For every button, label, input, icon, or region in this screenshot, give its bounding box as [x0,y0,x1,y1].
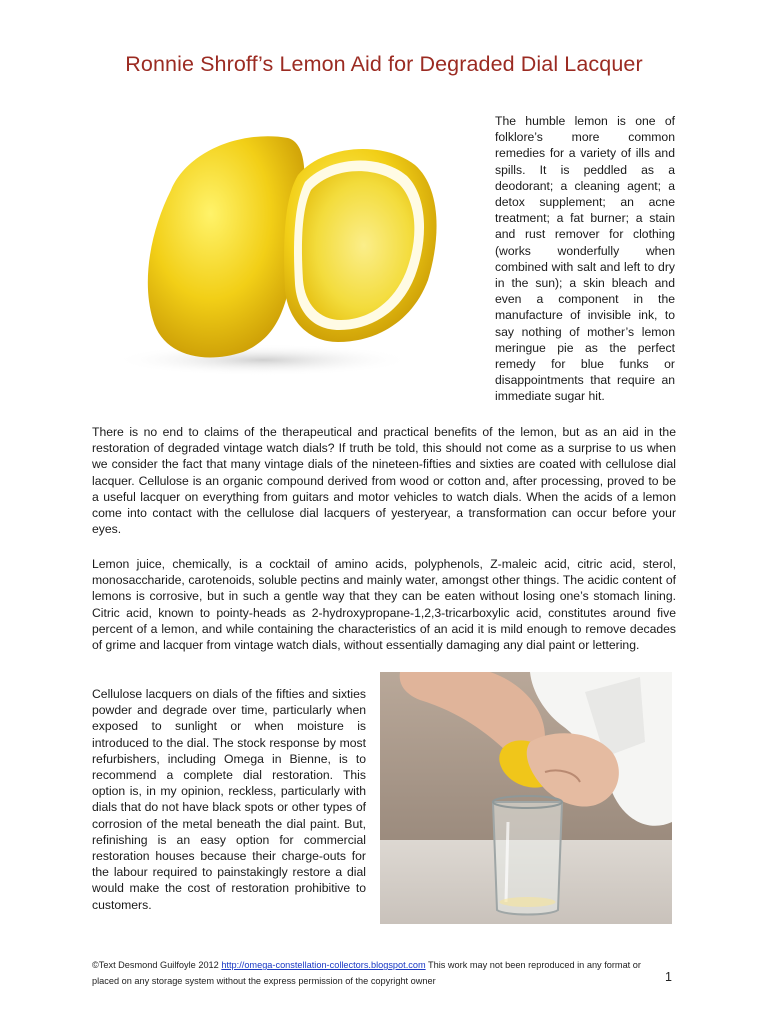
lemon-squeeze-photo [380,672,672,924]
page-footer [92,957,676,989]
footer-notice-1: This work may not been reproduced in any format or [425,960,641,970]
footer-line-1 [92,957,676,973]
footer-line-2: placed on any storage system without the express permission of the copyright owner [92,976,436,986]
footer-copyright: ©Text Desmond Guilfoyle 2012 [92,960,222,970]
body-paragraph-4: Cellulose lacquers on dials of the fifties and sixties powder and degrade over time, particularly when exposed to sunlight or when moisture is introduced to the dial. The stock response by most refurbishers, including Omega in Bienne, is to recommend a complete dial restoration. This option is, in my opinion, reckless, particularly with dials that do not have black spots or other types of corrosion of the metal beneath the dial paint. But, refinishing is an easy option for commercial restoration houses because their charge-outs for the labour required to painstakingly restore a dial would make the cost of restoration prohibitive to customers. [92,687,366,912]
body-paragraph-2: There is no end to claims of the therapeutical and practical benefits of the lemon, but as an aid in the restoration of degraded vintage watch dials? If truth be told, this should not come as a surprise to us when we consider the fact that many vintage dials of the nineteen-fifties and sixties are coated with cellulose dial lacquer. Cellulose is an organic compound derived from wood or cotton and, after processing, proved to be a useful lacquer on everything from guitars and motor vehicles to watch dials. When the acids of a lemon come into contact with the cellulose dial lacquers of yesteryear, a transformation can occur before your eyes. [92,425,676,537]
body-paragraph-3: Lemon juice, chemically, is a cocktail of amino acids, polyphenols, Z-maleic acid, citric acid, sterol, monosaccharide, carotenoids, soluble pectins and mainly water, amongst other things. The acidic content of lemons is corrosive, but in such a gentle way that they can be eaten without losing one’s stomach lining. Citric acid, known to pointy-heads as 2-hydroxypropane-1,2,3-tricarboxylic acid, constitutes around five percent of a lemon, and while containing the characteristics of an acid it is mild enough to remove decades of grime and lacquer from vintage watch dials, without essentially damaging any dial paint or lettering. [92,557,676,653]
lemon-photo [93,120,473,405]
page-title: Ronnie Shroff’s Lemon Aid for Degraded Dial Lacquer [125,52,643,76]
footer-blog-link[interactable]: http://omega-constellation-collectors.blogspot.com [221,960,426,970]
intro-paragraph: The humble lemon is one of folklore’s more common remedies for a variety of ills and spills. It is peddled as a deodorant; a cleaning agent; a detox supplement; an acne treatment; a fat burner; a stain and rust remover for clothing (works wonderfully when combined with salt and left to dry in the sun); a skin bleach and even a component in the manufacture of invisible ink, to say nothing of mother’s lemon meringue pie as the perfect remedy for blue funks or disappointments that require an immediate sugar hit. [495,114,675,404]
page-number: 1 [665,970,672,984]
